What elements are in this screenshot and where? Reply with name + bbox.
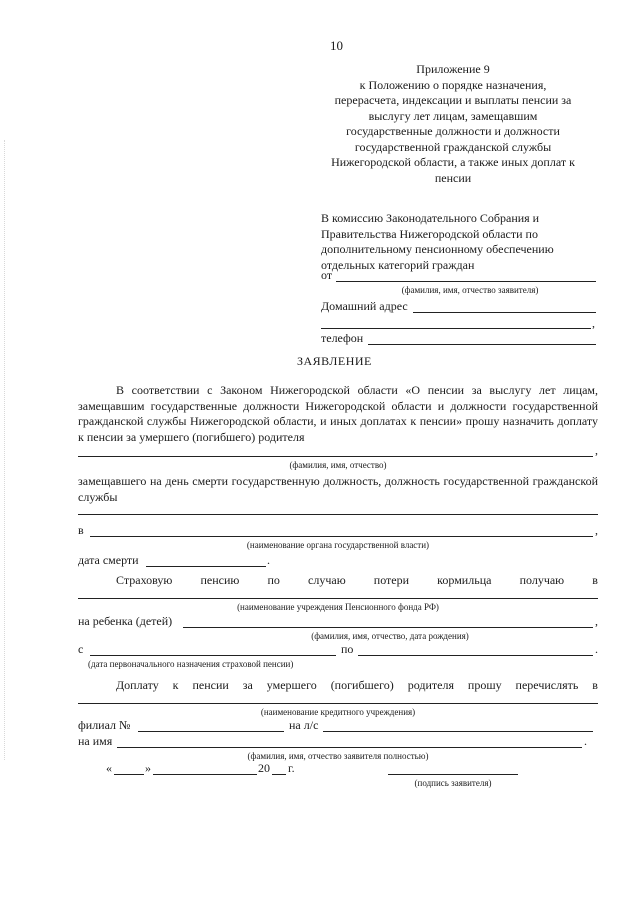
home-address-field[interactable]: [413, 312, 596, 313]
death-date-period: .: [267, 553, 270, 567]
caption-signature: (подпись заявителя): [414, 778, 492, 788]
pension-fund-field[interactable]: [78, 598, 598, 599]
caption-applicant: (фамилия, имя, отчество заявителя полностью): [247, 751, 429, 761]
to-po-label: по: [341, 642, 354, 656]
appendix-header: [318, 62, 588, 186]
paragraph-transfer: [116, 678, 598, 693]
start-date-field[interactable]: [90, 655, 336, 656]
branch-label: филиал №: [78, 718, 131, 732]
word: Страховую: [116, 573, 173, 587]
word: (погибшего): [330, 678, 394, 692]
appendix-line: Нижегородской области, а также иных доплат к: [331, 155, 575, 169]
word: в: [592, 573, 598, 587]
bank-field[interactable]: [78, 703, 598, 704]
word: случаю: [308, 573, 346, 587]
caption-fio: (фамилия, имя, отчество): [289, 460, 387, 470]
word: за: [242, 678, 253, 692]
appendix-line: государственной гражданской службы: [354, 139, 552, 154]
appendix-line: к Положению о порядке назначения,: [359, 77, 547, 92]
child-field[interactable]: [183, 627, 593, 628]
addressee-line: отдельных категорий граждан: [321, 257, 475, 272]
addressee-line: В комиссию Законодательного Собрания и: [321, 211, 540, 225]
year-suffix: г.: [288, 761, 295, 775]
end-date-field[interactable]: [358, 655, 593, 656]
word: получаю: [519, 573, 565, 587]
date-open-quote: «: [106, 761, 112, 775]
address-label: Домашний адрес: [321, 299, 408, 313]
appendix-title: Приложение 9: [416, 62, 490, 76]
line-end-comma: ,: [595, 443, 598, 457]
name-end-period: .: [584, 734, 587, 748]
caption-organ: (наименование органа государственной власти): [246, 540, 430, 550]
word: пенсии: [192, 678, 229, 692]
word: Доплату: [116, 678, 159, 692]
signature-field[interactable]: [388, 774, 518, 775]
child-label: на ребенка (детей): [78, 614, 173, 628]
government-body-field[interactable]: [90, 536, 593, 537]
from-c-label: с: [78, 642, 84, 656]
account-label: на л/с: [289, 718, 319, 732]
word: по: [267, 573, 280, 587]
caption-pfr: (наименование учреждения Пенсионного фонда РФ): [237, 602, 439, 612]
branch-number-field[interactable]: [138, 731, 284, 732]
year-field[interactable]: [272, 774, 286, 775]
appendix-line: государственные должности и должности: [346, 124, 560, 138]
word: родителя: [407, 678, 454, 692]
recipient-name-field[interactable]: [117, 747, 582, 748]
paragraph-position: замещавшего на день смерти государственную должность, должность государственной гражданской службы: [78, 474, 598, 504]
caption-bank: (наименование кредитного учреждения): [260, 707, 416, 717]
name-label: на имя: [78, 734, 113, 748]
word: перечислять: [515, 678, 579, 692]
addressee-line: Правительства Нижегородской области по: [321, 226, 538, 241]
account-field[interactable]: [323, 731, 593, 732]
organ-end-comma: ,: [595, 523, 598, 537]
address-end-comma: ,: [592, 316, 595, 330]
caption-child: (фамилия, имя, отчество, дата рождения): [311, 631, 469, 641]
day-field[interactable]: [114, 774, 144, 775]
death-date-label: дата смерти: [78, 553, 139, 567]
paragraph-intro: В соответствии с Законом Нижегородской области «О пенсии за выслугу лет лицам, замещавшим государственные должности Нижегородской области и должности государственной гражданской службы Нижегородской области, и иных доплатах к пенсии» прошу назначить доплату к пенсии за умершего (погибшего) родителя: [78, 383, 598, 444]
word: пенсию: [200, 573, 240, 587]
deceased-name-field[interactable]: [78, 456, 593, 457]
from-label: от: [321, 268, 333, 282]
addressee-line: дополнительному пенсионному обеспечению: [321, 242, 554, 256]
date-close-quote: »: [145, 761, 151, 775]
position-field[interactable]: [78, 514, 598, 515]
word: кормильца: [437, 573, 492, 587]
paragraph-insurance: [116, 573, 598, 588]
in-label: в: [78, 523, 84, 537]
caption-first-date: (дата первоначального назначения страховой пенсии): [88, 659, 294, 669]
home-address-field-2[interactable]: [321, 328, 591, 329]
document-title: ЗАЯВЛЕНИЕ: [297, 354, 372, 368]
scan-edge-marks: [4, 140, 6, 760]
page-number: 10: [330, 38, 343, 53]
year-prefix: 20: [258, 761, 270, 775]
addressee-block: [321, 211, 596, 273]
death-date-field[interactable]: [146, 566, 266, 567]
appendix-line: пенсии: [434, 170, 472, 185]
word: в: [592, 678, 598, 692]
phone-field[interactable]: [368, 344, 596, 345]
applicant-name-field[interactable]: [336, 281, 596, 282]
word: прошу: [467, 678, 502, 692]
appendix-line: выслугу лет лицам, замещавшим: [368, 108, 538, 123]
word: умершего: [266, 678, 317, 692]
period-end: .: [595, 642, 598, 656]
from-caption: (фамилия, имя, отчество заявителя): [401, 285, 539, 295]
word: потери: [373, 573, 410, 587]
phone-label: телефон: [321, 331, 364, 345]
appendix-line: перерасчета, индексации и выплаты пенсии за: [334, 93, 572, 107]
child-end-comma: ,: [595, 614, 598, 628]
word: к: [172, 678, 179, 692]
month-field[interactable]: [153, 774, 257, 775]
